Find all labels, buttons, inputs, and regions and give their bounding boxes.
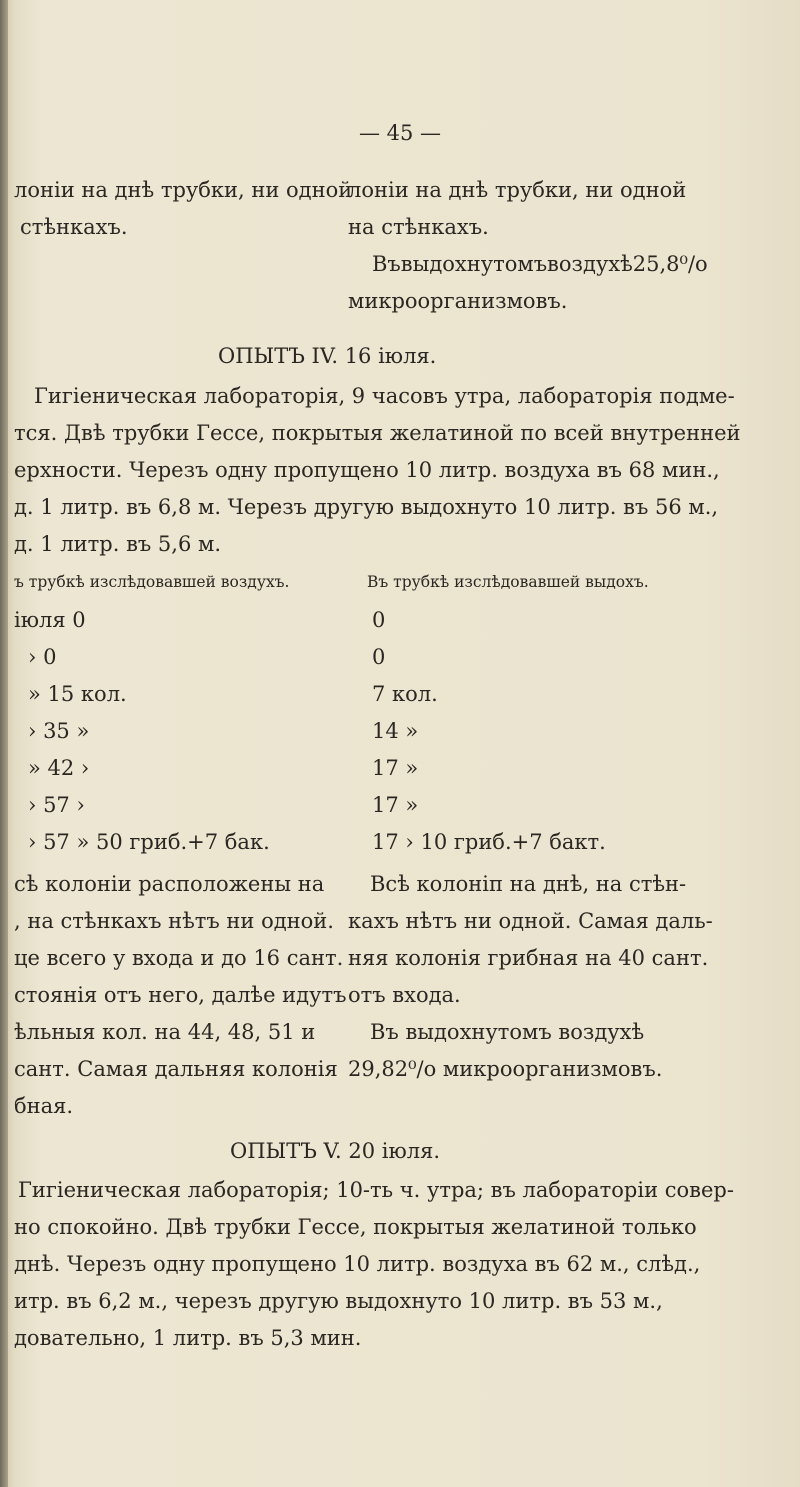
table-left-row-7: › 57 » 50 гриб.+7 бак. (28, 830, 270, 854)
table-right-row-5: 17 » (372, 756, 419, 780)
exp4-left-line-6: сант. Самая дальняя колонія (14, 1057, 338, 1081)
exp4-left-line-3: це всего у входа и до 16 сант. (14, 946, 344, 970)
exp4-para-line-1: Гигіеническая лабораторія, 9 часовъ утра, лабораторія подме- (34, 384, 735, 408)
top-right-line-2: на стѣнкахъ. (348, 215, 489, 239)
top-right-line-3: Въвыдохнутомъвоздухѣ25,8⁰/о (372, 252, 708, 276)
table-left-row-2: › 0 (28, 645, 57, 669)
exp5-para-line-3: днѣ. Черезъ одну пропущено 10 литр. воздуха въ 62 м., слѣд., (14, 1252, 701, 1276)
exp5-para-line-1: Гигіеническая лабораторія; 10-ть ч. утра; въ лабораторіи совер- (18, 1178, 734, 1202)
table-right-row-3: 7 кол. (372, 682, 438, 706)
exp5-para-line-5: довательно, 1 литр. въ 5,3 мин. (14, 1326, 362, 1350)
table-right-row-1: 0 (372, 608, 386, 632)
table-left-row-5: » 42 › (28, 756, 90, 780)
exp4-para-line-3: ерхности. Черезъ одну пропущено 10 литр. воздуха въ 68 мин., (14, 458, 720, 482)
exp4-left-line-7: бная. (14, 1094, 74, 1118)
exp4-right-line-1: Всѣ колоніп на днѣ, на стѣн- (370, 872, 687, 896)
exp4-right-line-5: Въ выдохнутомъ воздухѣ (370, 1020, 645, 1044)
exp4-left-line-2: , на стѣнкахъ нѣтъ ни одной. (14, 909, 334, 933)
page-binding-edge (0, 0, 8, 1487)
table-right-row-2: 0 (372, 645, 386, 669)
table-left-row-6: › 57 › (28, 793, 85, 817)
table-left-row-3: » 15 кол. (28, 682, 127, 706)
table-left-row-4: › 35 » (28, 719, 90, 743)
exp4-right-line-4: отъ входа. (348, 983, 461, 1007)
exp4-para-line-2: тся. Двѣ трубки Гессе, покрытыя желатиной по всей внутренней (14, 421, 741, 445)
table-left-header: ъ трубкѣ изслѣдовавшей воздухъ. (14, 573, 290, 591)
experiment-5-heading: ОПЫТЪ V. 20 іюля. (230, 1139, 441, 1163)
exp5-para-line-4: итр. въ 6,2 м., черезъ другую выдохнуто 10 литр. въ 53 м., (14, 1289, 663, 1313)
page-number: — 45 — (358, 121, 442, 145)
top-right-line-4: микроорганизмовъ. (348, 289, 568, 313)
exp4-para-line-4: д. 1 литр. въ 6,8 м. Черезъ другую выдохнуто 10 литр. въ 56 м., (14, 495, 719, 519)
exp4-left-line-5: ѣльныя кол. на 44, 48, 51 и (14, 1020, 316, 1044)
experiment-4-heading: ОПЫТЪ IV. 16 іюля. (218, 344, 437, 368)
table-right-header: Въ трубкѣ изслѣдовавшей выдохъ. (367, 573, 649, 591)
exp4-left-line-1: сѣ колоніи расположены на (14, 872, 325, 896)
exp4-right-line-6: 29,82⁰/о микроорганизмовъ. (348, 1057, 663, 1081)
table-left-row-1: іюля 0 (14, 608, 86, 632)
top-right-line-1: лоніи на днѣ трубки, ни одной (348, 178, 687, 202)
exp4-right-line-2: кахъ нѣтъ ни одной. Самая даль- (348, 909, 713, 933)
exp4-right-line-3: няя колонія грибная на 40 сант. (348, 946, 709, 970)
table-right-row-7: 17 › 10 гриб.+7 бакт. (372, 830, 606, 854)
exp4-left-line-4: стоянія отъ него, далѣе идутъ (14, 983, 347, 1007)
table-right-row-4: 14 » (372, 719, 419, 743)
top-left-line-2: стѣнкахъ. (20, 215, 128, 239)
top-left-line-1: лоніи на днѣ трубки, ни одной (14, 178, 353, 202)
exp4-para-line-5: д. 1 литр. въ 5,6 м. (14, 532, 222, 556)
table-right-row-6: 17 » (372, 793, 419, 817)
exp5-para-line-2: но спокойно. Двѣ трубки Гессе, покрытыя желатиной только (14, 1215, 697, 1239)
